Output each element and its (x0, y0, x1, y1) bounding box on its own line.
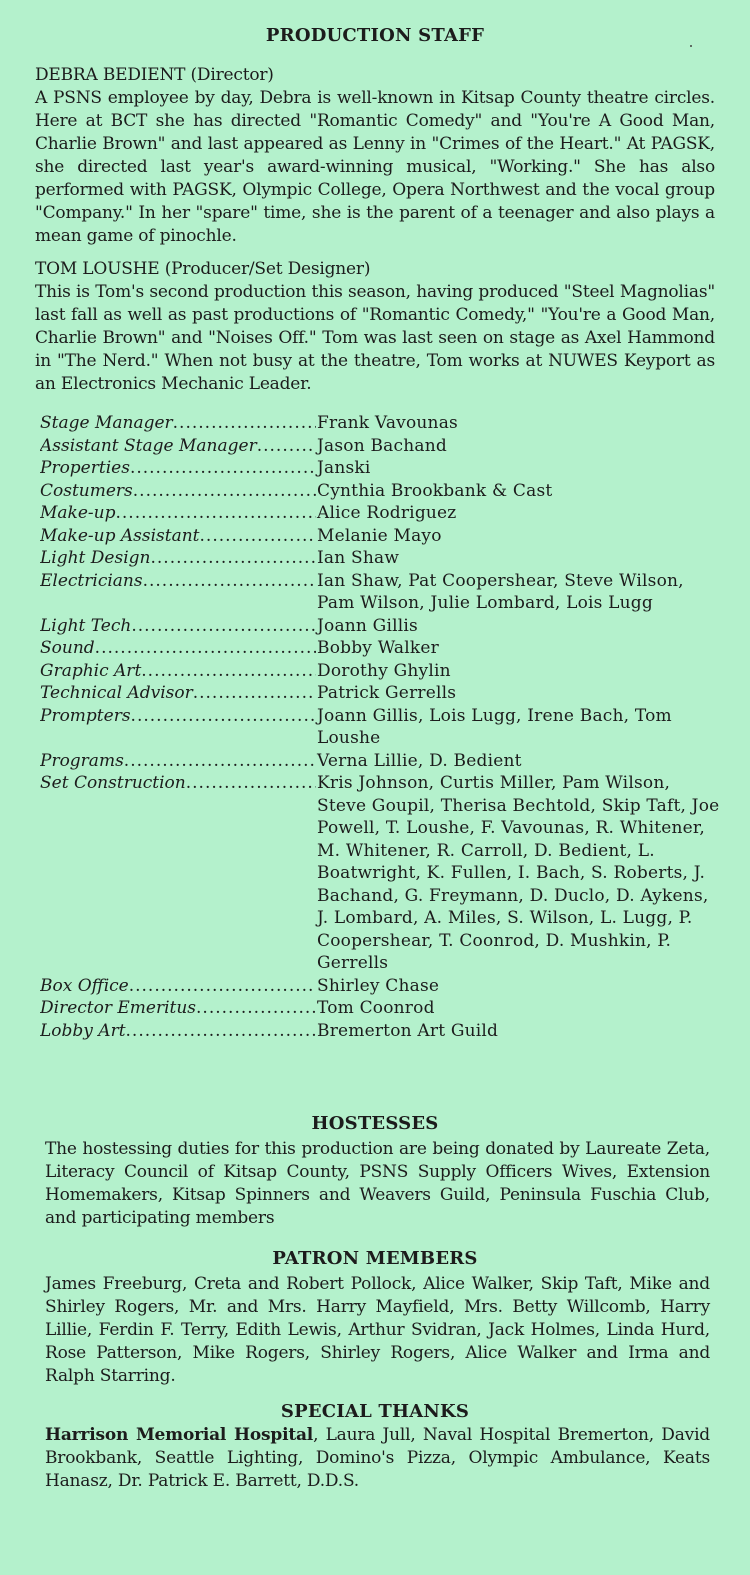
credit-names: Alice Rodriguez (317, 503, 457, 523)
credit-row (40, 547, 720, 570)
credit-role: Light Tech ..... (40, 615, 316, 638)
credit-role: Programs ..... (40, 750, 316, 773)
credit-names: Ian Shaw, Pat Coopershear, Steve Wilson, Pam Wilson, Julie Lombard, Lois Lugg (317, 570, 684, 613)
credit-row (40, 615, 720, 638)
credit-row (40, 997, 720, 1020)
credit-row (40, 525, 720, 548)
credit-role: Director Emeritus ..... (40, 997, 316, 1020)
credit-names: Ian Shaw (317, 548, 400, 568)
credit-row (40, 772, 720, 975)
credit-role: Costumers ..... (40, 480, 316, 503)
patron-members-text: James Freeburg, Creta and Robert Pollock, Alice Walker, Skip Taft, Mike and Shirley Rogers, Mr. and Mrs. Harry Mayfield, Mrs. Betty Willcomb, Harry Lillie, Ferdin F. Terry, Edith Lewis, Arthur Svidran, Jack Holmes, Linda Hurd, Rose Patterson, Mike Rogers, Shirley Rogers, Alice Walker and Irma and Ralph Starring. (45, 1274, 710, 1386)
credit-names: Janski (317, 458, 371, 478)
credit-row (40, 705, 720, 750)
special-thanks-text (45, 1424, 710, 1493)
patron-members-section (45, 1273, 710, 1388)
bio-text: This is Tom's second production this season, having produced "Steel Magnolias" last fall as well as past productions of "Romantic Comedy," "You're a Good Man, Charlie Brown" and "Noises Off." Tom was last seen on stage as Axel Hammond in "The Nerd." When not busy at the theatre, Tom works at NUWES Keyport as an Electronics Mechanic Leader. (35, 282, 715, 394)
credit-row (40, 660, 720, 683)
credit-names: Patrick Gerrells (317, 683, 457, 703)
credit-names: Tom Coonrod (317, 998, 435, 1018)
bio-name: TOM LOUSHE (Producer/Set Designer) (35, 259, 371, 279)
credit-names: Frank Vavounas (317, 413, 458, 433)
special-thanks-section (45, 1424, 710, 1493)
credit-role: Make-up Assistant ..... (40, 525, 316, 548)
production-staff-heading: PRODUCTION STAFF (265, 25, 485, 46)
credit-names: Dorothy Ghylin (317, 660, 451, 681)
credit-names: Joann Gillis (317, 615, 418, 636)
credit-names: Jason Bachand (317, 435, 447, 456)
credit-row (40, 682, 720, 705)
credit-names: Shirley Chase (317, 975, 440, 996)
credit-names: Cynthia Brookbank & Cast (317, 480, 553, 501)
credit-role: Light Design ..... (40, 547, 316, 570)
hostesses-section (45, 1138, 710, 1230)
credit-role: Prompters ..... (40, 705, 316, 750)
credit-role: Lobby Art ..... (40, 1020, 316, 1043)
bio-name: DEBRA BEDIENT (Director) (35, 65, 274, 85)
special-thanks-rest: , Laura Jull, Naval Hospital Bremerton, David Brookbank, Seattle Lighting, Domino's Pizza, Olympic Ambulance, Keats Hanasz, Dr. Patrick E. Barrett, D.D.S. (45, 1425, 710, 1491)
credit-role: Sound ..... (40, 637, 316, 660)
special-thanks-heading: SPECIAL THANKS (280, 1401, 470, 1422)
hostesses-heading: HOSTESSES (311, 1113, 439, 1134)
patron-members-heading: PATRON MEMBERS (272, 1248, 478, 1269)
credit-names: Joann Gillis, Lois Lugg, Irene Bach, Tom Loushe (317, 705, 672, 748)
bio-tom-loushe (35, 258, 715, 396)
credit-row (40, 750, 720, 773)
credit-row (40, 637, 720, 660)
credit-row (40, 1020, 720, 1043)
credit-role: Assistant Stage Manager ..... (40, 435, 316, 458)
credit-role: Box Office ..... (40, 975, 316, 998)
credit-row (40, 435, 720, 458)
special-thanks-lead: Harrison Memorial Hospital (45, 1425, 314, 1445)
credit-names: Melanie Mayo (317, 525, 442, 546)
staff-credits-list (40, 412, 720, 1042)
credit-row (40, 480, 720, 503)
credit-names: Bremerton Art Guild (317, 1020, 499, 1041)
bio-debra-bedient (35, 64, 715, 248)
credit-role: Electricians ..... (40, 570, 316, 615)
credit-row (40, 457, 720, 480)
hostesses-text: The hostessing duties for this production are being donated by Laureate Zeta, Literacy Council of Kitsap County, PSNS Supply Officers Wives, Extension Homemakers, Kitsap Spinners and Weavers Guild, Peninsula Fuschia Club, and participating members (45, 1139, 710, 1228)
credit-row (40, 412, 720, 435)
credit-role: Graphic Art ..... (40, 660, 316, 683)
credit-names: Verna Lillie, D. Bedient (317, 750, 522, 771)
credit-role: Make-up ..... (40, 502, 316, 525)
credit-role: Stage Manager ..... (40, 412, 316, 435)
credit-role: Set Construction ..... (40, 772, 316, 975)
credit-role: Technical Advisor ..... (40, 682, 316, 705)
credit-names: Bobby Walker (317, 638, 439, 658)
bio-text: A PSNS employee by day, Debra is well-known in Kitsap County theatre circles. Here at BCT she has directed "Romantic Comedy" and "You're A Good Man, Charlie Brown" and last appeared as Lenny in "Crimes of the Heart." At PAGSK, she directed last year's award-winning musical, "Working." She has also performed with PAGSK, Olympic College, Opera Northwest and the vocal group "Company." In her "spare" time, she is the parent of a teenager and also plays a mean game of pinochle. (35, 88, 715, 246)
credit-role: Properties ..... (40, 457, 316, 480)
credit-row (40, 570, 720, 615)
credit-names: Kris Johnson, Curtis Miller, Pam Wilson, Steve Goupil, Therisa Bechtold, Skip Taft, Joe Powell, T. Loushe, F. Vavounas, R. Whitener, M. Whitener, R. Carroll, D. Bedient, L. Boatwright, K. Fullen, I. Bach, S. Roberts, J. Bachand, G. Freymann, D. Duclo, D. Aykens, J. Lombard, A. Miles, S. Wilson, L. Lugg, P. Coopershear, T. Coonrod, D. Mushkin, P. Gerrells (317, 773, 720, 973)
credit-row (40, 502, 720, 525)
credit-row (40, 975, 720, 998)
